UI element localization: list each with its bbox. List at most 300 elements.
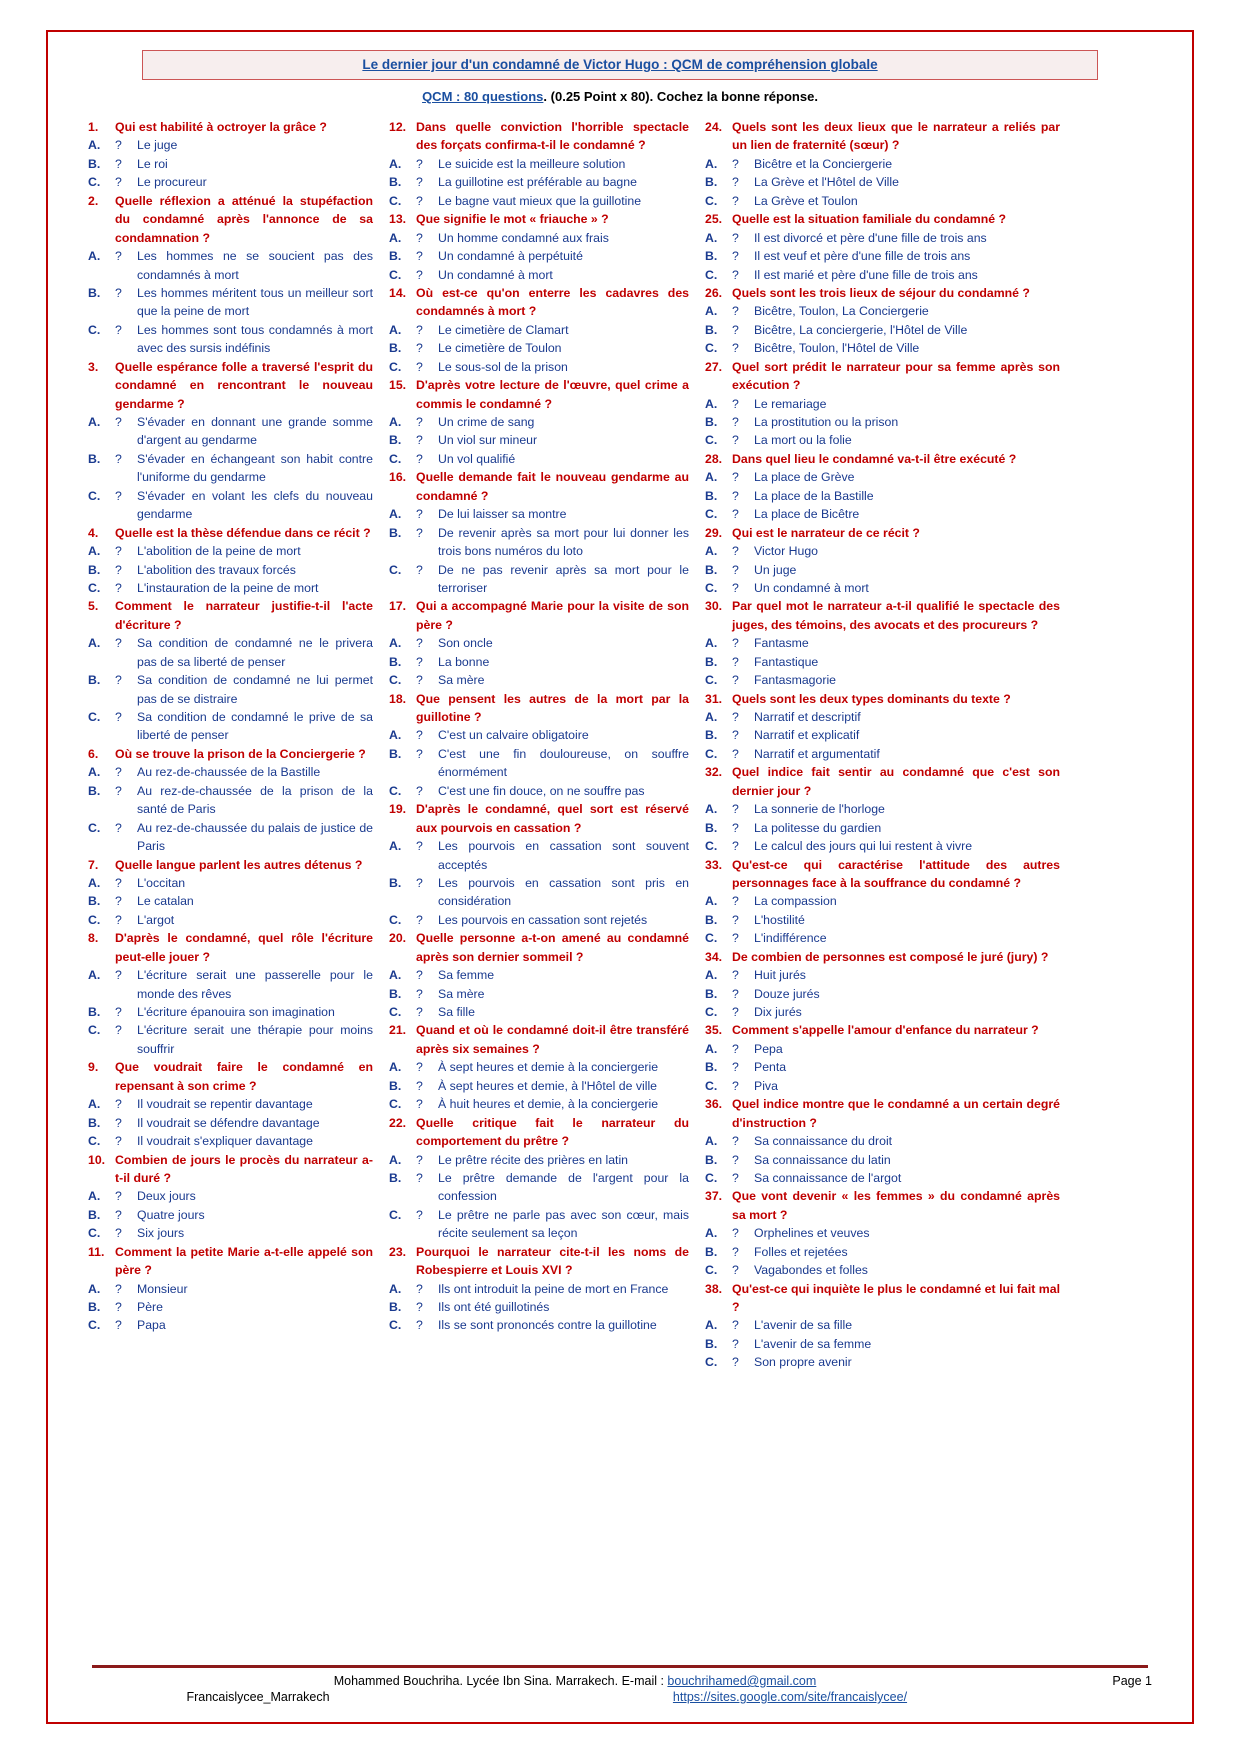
answer-option[interactable]	[705, 302, 1060, 320]
answer-option[interactable]	[88, 561, 373, 579]
answer-text: Sa condition de condamné le prive de sa liberté de penser	[137, 710, 373, 743]
question-text: Quelle critique fait le narrateur du comportement du prêtre ?	[416, 1115, 689, 1149]
answer-option[interactable]	[389, 247, 689, 265]
checkbox-icon[interactable]: ?	[416, 341, 423, 356]
answer-option[interactable]	[88, 247, 373, 284]
checkbox-icon[interactable]: ?	[732, 673, 739, 688]
question-text: Que signifie le mot « friauche » ?	[416, 212, 609, 227]
answer-option[interactable]	[705, 745, 1060, 763]
checkbox-icon[interactable]: ?	[732, 1005, 739, 1019]
answer-option[interactable]	[705, 413, 1060, 431]
answer-text: Le cimetière de Clamart	[438, 322, 569, 337]
answer-option[interactable]	[88, 450, 373, 487]
checkbox-icon[interactable]: ?	[732, 839, 739, 854]
answer-text: La compassion	[754, 894, 837, 909]
question-number: 27.	[705, 359, 723, 374]
answer-letter: A.	[389, 728, 402, 743]
answer-option[interactable]	[389, 1095, 689, 1113]
checkbox-icon[interactable]: ?	[115, 912, 122, 927]
answer-option[interactable]	[705, 1224, 1060, 1242]
question-text: D'après le condamné, quel rôle l'écriture peut-elle jouer ?	[115, 931, 373, 964]
answer-option[interactable]	[389, 874, 689, 911]
answer-letter: A.	[705, 470, 718, 485]
answer-option[interactable]	[88, 136, 373, 154]
answer-text: La bonne	[438, 654, 490, 669]
checkbox-icon[interactable]: ?	[732, 304, 739, 319]
checkbox-icon[interactable]: ?	[732, 1244, 739, 1259]
answer-option[interactable]	[705, 1169, 1060, 1187]
answer-text: Le catalan	[137, 894, 194, 909]
answer-option[interactable]	[705, 266, 1060, 284]
answer-option[interactable]	[389, 745, 689, 782]
answer-letter: A.	[705, 304, 718, 319]
checkbox-icon[interactable]: ?	[732, 931, 739, 946]
checkbox-icon[interactable]: ?	[732, 968, 739, 983]
answer-option[interactable]	[389, 966, 689, 984]
checkbox-icon[interactable]: ?	[115, 322, 122, 337]
question-number: 4.	[88, 525, 99, 540]
checkbox-icon[interactable]: ?	[732, 230, 739, 245]
checkbox-icon[interactable]: ?	[732, 322, 739, 337]
answer-letter: B.	[705, 249, 718, 264]
question-text: Quelle demande fait le nouveau gendarme au condamné ?	[416, 470, 689, 503]
answer-option[interactable]	[88, 1280, 373, 1298]
answer-option[interactable]	[389, 1169, 689, 1206]
checkbox-icon[interactable]: ?	[732, 1041, 739, 1056]
answer-option[interactable]	[88, 1187, 373, 1205]
checkbox-icon[interactable]: ?	[732, 802, 739, 817]
answer-option[interactable]	[705, 985, 1060, 1003]
checkbox-icon[interactable]: ?	[416, 507, 423, 522]
checkbox-icon[interactable]: ?	[416, 1318, 423, 1333]
answer-text: Au rez-de-chaussée du palais de justice de Paris	[137, 820, 373, 854]
answer-option[interactable]	[705, 155, 1060, 173]
answer-letter: A.	[88, 765, 101, 780]
answer-text: Narratif et argumentatif	[754, 746, 880, 761]
answer-option[interactable]	[88, 1206, 373, 1224]
question-number: 26.	[705, 285, 723, 300]
answer-option[interactable]	[88, 155, 373, 173]
answer-option[interactable]	[389, 339, 689, 357]
answer-option[interactable]	[389, 321, 689, 339]
checkbox-icon[interactable]: ?	[115, 1318, 122, 1333]
answer-option[interactable]	[705, 671, 1060, 689]
checkbox-icon[interactable]: ?	[416, 322, 423, 337]
answer-option[interactable]	[88, 542, 373, 560]
answer-option[interactable]	[88, 892, 373, 910]
answer-option[interactable]	[88, 966, 373, 1003]
checkbox-icon[interactable]: ?	[732, 156, 739, 171]
answer-option[interactable]	[705, 561, 1060, 579]
question-text: Quelle est la situation familiale du condamné ?	[732, 212, 1007, 227]
answer-option[interactable]	[88, 819, 373, 856]
footer-divider	[92, 1665, 1148, 1668]
answer-option[interactable]	[705, 1243, 1060, 1261]
checkbox-icon[interactable]: ?	[115, 1005, 122, 1019]
checkbox-icon[interactable]: ?	[732, 710, 739, 724]
question	[705, 210, 1060, 228]
answer-option[interactable]	[705, 339, 1060, 357]
answer-option[interactable]	[88, 708, 373, 745]
question-text: Quels sont les deux types dominants du texte ?	[732, 691, 1011, 706]
answer-option[interactable]	[389, 726, 689, 744]
answer-option[interactable]	[389, 1058, 689, 1076]
answer-option[interactable]	[389, 1151, 689, 1169]
answer-text: Un homme condamné aux frais	[438, 230, 609, 245]
answer-option[interactable]	[705, 726, 1060, 744]
checkbox-icon[interactable]: ?	[416, 359, 423, 374]
answer-option[interactable]	[88, 284, 373, 321]
answer-text: À sept heures et demie, à l'Hôtel de ville	[438, 1078, 658, 1093]
answer-text: De lui laisser sa montre	[438, 507, 567, 522]
answer-option[interactable]	[88, 173, 373, 191]
answer-text: L'avenir de sa fille	[754, 1318, 853, 1333]
checkbox-icon[interactable]: ?	[416, 525, 423, 540]
answer-option[interactable]	[88, 1316, 373, 1334]
answer-option[interactable]	[705, 800, 1060, 818]
checkbox-icon[interactable]: ?	[115, 820, 122, 835]
checkbox-icon[interactable]: ?	[732, 654, 739, 669]
answer-option[interactable]	[88, 1021, 373, 1058]
answer-option[interactable]	[705, 911, 1060, 929]
answer-option[interactable]	[705, 1040, 1060, 1058]
checkbox-icon[interactable]: ?	[416, 728, 423, 743]
answer-text: L'abolition de la peine de mort	[137, 544, 301, 559]
answer-option[interactable]	[705, 247, 1060, 265]
answer-option[interactable]	[88, 782, 373, 819]
checkbox-icon[interactable]: ?	[416, 193, 423, 208]
checkbox-icon[interactable]: ?	[732, 820, 739, 835]
answer-letter: C.	[389, 673, 402, 688]
answer-option[interactable]	[705, 966, 1060, 984]
checkbox-icon[interactable]: ?	[115, 968, 122, 983]
checkbox-icon[interactable]: ?	[732, 562, 739, 577]
answer-option[interactable]	[705, 708, 1060, 726]
checkbox-icon[interactable]: ?	[115, 562, 122, 577]
answer-text: L'argot	[137, 912, 175, 927]
answer-option[interactable]	[705, 229, 1060, 247]
checkbox-icon[interactable]: ?	[115, 249, 122, 264]
checkbox-icon[interactable]: ?	[732, 986, 739, 1001]
answer-option[interactable]	[705, 1261, 1060, 1279]
question-number: 12.	[389, 120, 407, 134]
answer-option[interactable]	[389, 1003, 689, 1021]
checkbox-icon[interactable]: ?	[115, 415, 122, 429]
question-number: 11.	[88, 1244, 105, 1259]
checkbox-icon[interactable]: ?	[416, 875, 423, 890]
answer-option[interactable]	[705, 653, 1060, 671]
answer-option[interactable]	[705, 837, 1060, 855]
answer-option[interactable]	[389, 505, 689, 523]
checkbox-icon[interactable]: ?	[732, 1355, 739, 1370]
answer-option[interactable]	[88, 1003, 373, 1021]
answer-text: Pepa	[754, 1041, 783, 1056]
answer-text: Deux jours	[137, 1189, 196, 1204]
answer-text: Le prêtre demande de l'argent pour la confession	[438, 1170, 689, 1204]
checkbox-icon[interactable]: ?	[732, 636, 739, 651]
checkbox-icon[interactable]: ?	[416, 156, 423, 171]
checkbox-icon[interactable]: ?	[115, 894, 122, 909]
answer-letter: B.	[705, 1244, 718, 1259]
answer-option[interactable]	[389, 450, 689, 468]
checkbox-icon[interactable]: ?	[732, 1078, 739, 1093]
answer-option[interactable]	[88, 321, 373, 358]
checkbox-icon[interactable]: ?	[416, 562, 423, 577]
checkbox-icon[interactable]: ?	[732, 580, 739, 595]
checkbox-icon[interactable]: ?	[115, 175, 122, 190]
answer-text: Il est marié et père d'une fille de trois ans	[754, 267, 978, 282]
footer-email-link[interactable]: bouchrihamed@gmail.com	[667, 1674, 817, 1688]
answer-option[interactable]	[389, 192, 689, 210]
answer-option[interactable]	[705, 579, 1060, 597]
answer-letter: C.	[88, 580, 101, 595]
answer-option[interactable]	[705, 321, 1060, 339]
answer-letter: A.	[705, 636, 718, 651]
answer-option[interactable]	[389, 431, 689, 449]
footer-line-1	[88, 1674, 1152, 1688]
question	[705, 450, 1060, 468]
checkbox-icon[interactable]: ?	[115, 765, 122, 780]
checkbox-icon[interactable]: ?	[732, 1263, 739, 1278]
checkbox-icon[interactable]: ?	[115, 1189, 122, 1204]
answer-option[interactable]	[705, 892, 1060, 910]
subtitle-rest: . (0.25 Point x 80). Cochez la bonne réponse.	[543, 89, 818, 104]
question	[705, 948, 1060, 966]
answer-option[interactable]	[389, 1298, 689, 1316]
checkbox-icon[interactable]: ?	[732, 1226, 739, 1241]
answer-letter: B.	[88, 1005, 101, 1019]
answer-option[interactable]	[389, 413, 689, 431]
answer-option[interactable]	[88, 874, 373, 892]
answer-option[interactable]	[389, 561, 689, 598]
answer-option[interactable]	[389, 671, 689, 689]
checkbox-icon[interactable]: ?	[732, 728, 739, 743]
checkbox-icon[interactable]: ?	[115, 1207, 122, 1222]
answer-text: Les hommes méritent tous un meilleur sort que la peine de mort	[137, 285, 373, 319]
answer-option[interactable]	[88, 671, 373, 708]
checkbox-icon[interactable]: ?	[115, 1134, 122, 1149]
answer-option[interactable]	[389, 634, 689, 652]
checkbox-icon[interactable]: ?	[416, 1097, 423, 1112]
answer-option[interactable]	[705, 1335, 1060, 1353]
checkbox-icon[interactable]: ?	[416, 451, 423, 466]
checkbox-icon[interactable]: ?	[732, 193, 739, 208]
answer-option[interactable]	[389, 837, 689, 874]
answer-option[interactable]	[389, 1280, 689, 1298]
column-1	[88, 118, 373, 1661]
checkbox-icon[interactable]: ?	[732, 1170, 739, 1185]
checkbox-icon[interactable]: ?	[115, 1281, 122, 1296]
answer-option[interactable]	[705, 431, 1060, 449]
question-text: Que pensent les autres de la mort par la guillotine ?	[416, 691, 689, 724]
question-text: Comment s'appelle l'amour d'enfance du narrateur ?	[732, 1023, 1039, 1038]
answer-letter: B.	[389, 875, 402, 890]
answer-option[interactable]	[88, 1095, 373, 1113]
checkbox-icon[interactable]: ?	[416, 230, 423, 245]
checkbox-icon[interactable]: ?	[115, 488, 122, 503]
answer-option[interactable]	[88, 1224, 373, 1242]
checkbox-icon[interactable]: ?	[115, 636, 122, 651]
answer-option[interactable]	[389, 173, 689, 191]
answer-text: La place de Bicêtre	[754, 507, 860, 522]
answer-option[interactable]	[389, 229, 689, 247]
answer-option[interactable]	[705, 542, 1060, 560]
answer-option[interactable]	[88, 1132, 373, 1150]
checkbox-icon[interactable]: ?	[416, 1005, 423, 1019]
answer-text: Fantasmagorie	[754, 673, 837, 688]
answer-option[interactable]	[88, 1298, 373, 1316]
checkbox-icon[interactable]: ?	[416, 986, 423, 1001]
checkbox-icon[interactable]: ?	[115, 673, 122, 688]
checkbox-icon[interactable]: ?	[732, 507, 739, 522]
answer-option[interactable]	[88, 634, 373, 671]
question-text: De combien de personnes est composé le juré (jury) ?	[732, 949, 1049, 964]
answer-letter: A.	[705, 1318, 718, 1333]
checkbox-icon[interactable]: ?	[732, 470, 739, 485]
checkbox-icon[interactable]: ?	[732, 1134, 739, 1149]
checkbox-icon[interactable]: ?	[732, 1060, 739, 1075]
answer-text: Le suicide est la meilleure solution	[438, 156, 626, 171]
answer-text: Un condamné à perpétuité	[438, 249, 583, 264]
checkbox-icon[interactable]: ?	[115, 875, 122, 890]
checkbox-icon[interactable]: ?	[732, 249, 739, 264]
checkbox-icon[interactable]: ?	[115, 1023, 122, 1038]
checkbox-icon[interactable]: ?	[416, 415, 423, 429]
checkbox-icon[interactable]: ?	[732, 544, 739, 559]
checkbox-icon[interactable]: ?	[115, 285, 122, 300]
checkbox-icon[interactable]: ?	[115, 1097, 122, 1112]
answer-text: La Grève et Toulon	[754, 193, 858, 208]
checkbox-icon[interactable]: ?	[416, 673, 423, 688]
checkbox-icon[interactable]: ?	[732, 894, 739, 909]
checkbox-icon[interactable]: ?	[732, 415, 739, 429]
page-title: Le dernier jour d'un condamné de Victor Hugo : QCM de compréhension globale	[362, 57, 878, 72]
checkbox-icon[interactable]: ?	[115, 710, 122, 724]
answer-option[interactable]	[705, 487, 1060, 505]
answer-option[interactable]	[705, 173, 1060, 191]
answer-option[interactable]	[705, 1316, 1060, 1334]
checkbox-icon[interactable]: ?	[115, 138, 122, 153]
answer-option[interactable]	[705, 395, 1060, 413]
checkbox-icon[interactable]: ?	[115, 1300, 122, 1314]
checkbox-icon[interactable]: ?	[732, 433, 739, 448]
answer-option[interactable]	[705, 1058, 1060, 1076]
answer-option[interactable]	[389, 524, 689, 561]
question-text: Qui a accompagné Marie pour la visite de son père ?	[416, 599, 689, 632]
answer-option[interactable]	[705, 468, 1060, 486]
answer-option[interactable]	[705, 1151, 1060, 1169]
answer-option[interactable]	[705, 634, 1060, 652]
checkbox-icon[interactable]: ?	[416, 968, 423, 983]
checkbox-icon[interactable]: ?	[416, 746, 423, 761]
answer-letter: C.	[705, 341, 718, 356]
checkbox-icon[interactable]: ?	[416, 1300, 423, 1314]
answer-option[interactable]	[88, 763, 373, 781]
checkbox-icon[interactable]: ?	[115, 580, 122, 595]
answer-option[interactable]	[389, 653, 689, 671]
question-number: 7.	[88, 857, 99, 872]
answer-letter: B.	[389, 341, 402, 356]
answer-text: C'est une fin douce, on ne souffre pas	[438, 783, 645, 798]
checkbox-icon[interactable]: ?	[732, 267, 739, 282]
answer-option[interactable]	[88, 1114, 373, 1132]
checkbox-icon[interactable]: ?	[416, 636, 423, 651]
answer-option[interactable]	[389, 1206, 689, 1243]
checkbox-icon[interactable]: ?	[115, 451, 122, 466]
checkbox-icon[interactable]: ?	[416, 1060, 423, 1075]
answer-option[interactable]	[389, 1316, 689, 1334]
answer-option[interactable]	[389, 1077, 689, 1095]
checkbox-icon[interactable]: ?	[115, 156, 122, 171]
answer-option[interactable]	[88, 487, 373, 524]
checkbox-icon[interactable]: ?	[416, 1207, 423, 1222]
checkbox-icon[interactable]: ?	[732, 1318, 739, 1333]
footer-site-link[interactable]: https://sites.google.com/site/francaislycee/	[672, 1690, 908, 1704]
answer-option[interactable]	[705, 192, 1060, 210]
checkbox-icon[interactable]: ?	[416, 249, 423, 264]
checkbox-icon[interactable]: ?	[416, 175, 423, 190]
answer-option[interactable]	[389, 358, 689, 376]
checkbox-icon[interactable]: ?	[416, 654, 423, 669]
checkbox-icon[interactable]: ?	[115, 1115, 122, 1130]
checkbox-icon[interactable]: ?	[416, 1152, 423, 1167]
answer-option[interactable]	[705, 1003, 1060, 1021]
checkbox-icon[interactable]: ?	[416, 1078, 423, 1093]
checkbox-icon[interactable]: ?	[416, 783, 423, 798]
answer-option[interactable]	[389, 155, 689, 173]
checkbox-icon[interactable]: ?	[416, 839, 423, 854]
checkbox-icon[interactable]: ?	[732, 175, 739, 190]
answer-option[interactable]	[705, 1132, 1060, 1150]
answer-option[interactable]	[705, 505, 1060, 523]
footer-line-2	[88, 1690, 1152, 1704]
answer-option[interactable]	[88, 911, 373, 929]
checkbox-icon[interactable]: ?	[416, 1281, 423, 1296]
answer-letter: C.	[389, 451, 402, 466]
checkbox-icon[interactable]: ?	[732, 396, 739, 411]
checkbox-icon[interactable]: ?	[416, 267, 423, 282]
answer-option[interactable]	[389, 985, 689, 1003]
answer-option[interactable]	[389, 266, 689, 284]
answer-option[interactable]	[88, 579, 373, 597]
checkbox-icon[interactable]: ?	[416, 433, 423, 448]
answer-letter: C.	[389, 783, 402, 798]
answer-option[interactable]	[705, 819, 1060, 837]
answer-option[interactable]	[389, 782, 689, 800]
answer-letter: C.	[389, 1318, 402, 1333]
checkbox-icon[interactable]: ?	[732, 1336, 739, 1351]
checkbox-icon[interactable]: ?	[732, 746, 739, 761]
answer-text: Six jours	[137, 1226, 185, 1241]
answer-text: L'écriture épanouira son imagination	[137, 1005, 335, 1019]
checkbox-icon[interactable]: ?	[115, 783, 122, 798]
checkbox-icon[interactable]: ?	[732, 912, 739, 927]
answer-option[interactable]	[88, 413, 373, 450]
answer-option[interactable]	[705, 1353, 1060, 1371]
checkbox-icon[interactable]: ?	[115, 1226, 122, 1241]
checkbox-icon[interactable]: ?	[416, 1170, 423, 1185]
answer-letter: B.	[88, 783, 101, 798]
answer-option[interactable]	[705, 929, 1060, 947]
answer-option[interactable]	[705, 1077, 1060, 1095]
answer-option[interactable]	[389, 911, 689, 929]
answer-text: Sa condition de condamné ne le privera pas de sa liberté de penser	[137, 636, 373, 669]
checkbox-icon[interactable]: ?	[732, 341, 739, 356]
checkbox-icon[interactable]: ?	[115, 544, 122, 559]
checkbox-icon[interactable]: ?	[732, 1152, 739, 1167]
checkbox-icon[interactable]: ?	[732, 488, 739, 503]
checkbox-icon[interactable]: ?	[416, 912, 423, 927]
